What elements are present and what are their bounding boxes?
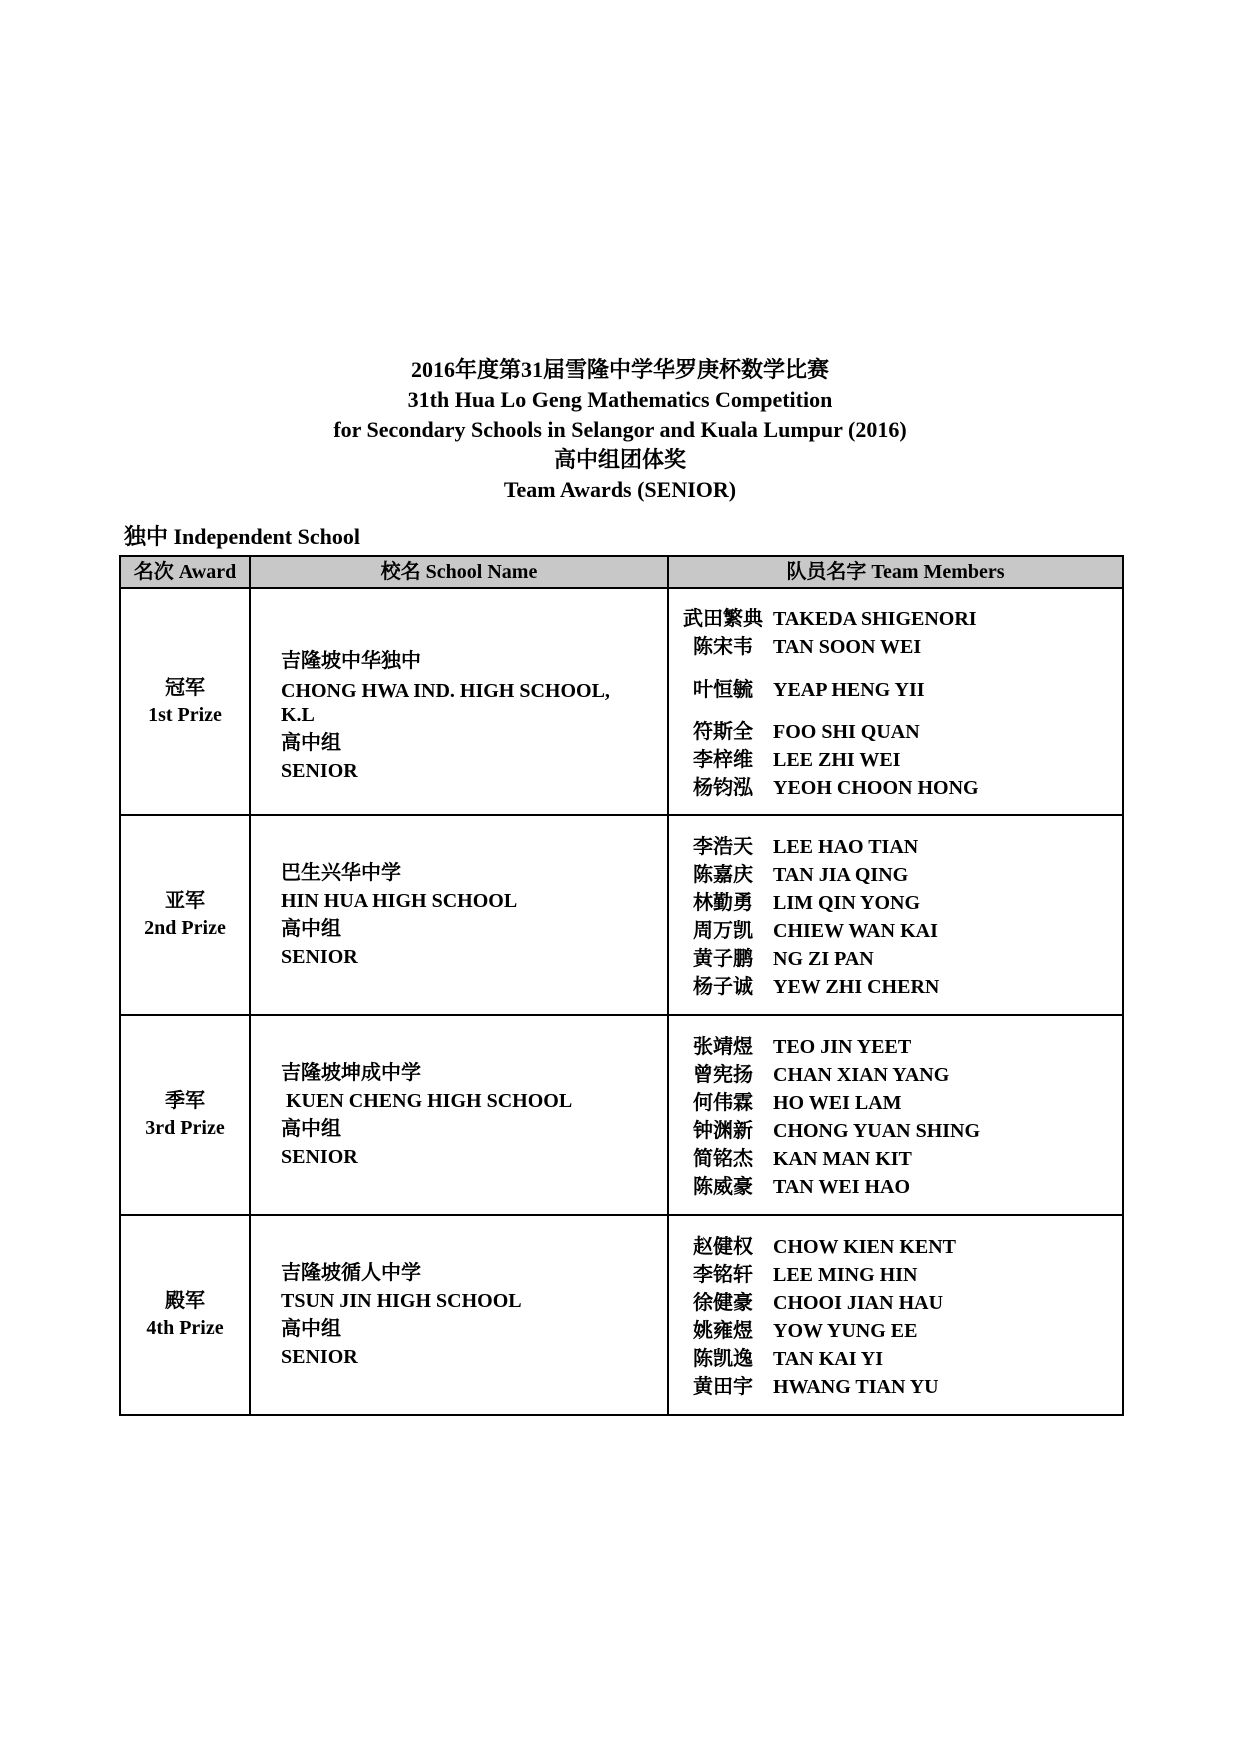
school-cell [250,1215,668,1415]
team-member [669,917,1122,945]
member-name-chinese: 姚雍煜 [693,1320,753,1342]
group-chinese: 高中组 [281,1318,341,1340]
member-name-english: HO WEI LAM [773,1092,902,1114]
member-name-english: CHONG YUAN SHING [773,1120,981,1142]
member-name-english: LEE ZHI WEI [773,749,901,771]
member-name-chinese: 李浩天 [693,836,753,858]
team-member [669,1089,1122,1117]
member-name-english: TAN WEI HAO [773,1176,911,1198]
member-name-chinese: 符斯全 [693,721,753,743]
member-name-chinese: 陈威豪 [693,1176,753,1198]
school-cell [250,588,668,815]
table-row [120,1215,1123,1415]
member-name-english: NG ZI PAN [773,948,874,970]
member-name-chinese: 杨子诚 [693,976,753,998]
award-chinese: 冠军 [165,676,205,699]
team-member [669,746,1122,774]
school-cell [250,1015,668,1215]
member-name-english: FOO SHI QUAN [773,721,920,743]
header-members: 队员名字 Team Members [668,556,1123,588]
group-chinese: 高中组 [281,918,341,940]
team-member [669,1373,1122,1401]
title-block [0,355,1240,505]
member-name-chinese: 陈嘉庆 [693,864,753,886]
member-name-english: CHOOI JIAN HAU [773,1292,944,1314]
member-name-english: TAN KAI YI [773,1348,884,1370]
member-name-english: TAN JIA QING [773,864,909,886]
section-label: 独中 Independent School [124,524,360,549]
team-member [669,1317,1122,1345]
members-cell [668,1215,1123,1415]
member-name-english: YEOH CHOON HONG [773,777,979,799]
school-name-chinese: 吉隆坡坤成中学 [281,1062,421,1084]
title-english: 31th Hua Lo Geng Mathematics Competition [407,387,833,412]
team-member [669,605,1122,633]
school-name-english: HIN HUA HIGH SCHOOL [281,890,518,912]
members-cell [668,588,1123,815]
member-name-chinese: 赵健权 [693,1236,753,1258]
award-chinese: 殿军 [165,1290,205,1312]
school-cell [250,815,668,1015]
table-header-row [120,556,1123,588]
school-name-english: CHONG HWA IND. HIGH SCHOOL, [281,680,610,702]
group-chinese: 高中组 [281,1118,341,1140]
member-name-english: CHIEW WAN KAI [773,920,938,942]
group-english: SENIOR [281,946,358,968]
school-name-english-continued: K.L [281,704,315,726]
school-name-chinese: 吉隆坡中华独中 [281,650,421,672]
member-name-chinese: 李铭轩 [693,1264,753,1286]
team-member [669,945,1122,973]
member-name-chinese: 钟渊新 [693,1120,753,1142]
team-member [669,718,1122,746]
award-category-chinese: 高中组团体奖 [553,447,686,472]
team-member [669,1033,1122,1061]
table-row [120,815,1123,1015]
school-name-chinese: 吉隆坡循人中学 [281,1262,421,1284]
team-member [669,774,1122,802]
member-name-chinese: 李梓维 [693,749,753,771]
member-name-english: TEO JIN YEET [773,1036,912,1058]
members-cell [668,815,1123,1015]
award-category-english: Team Awards (SENIOR) [503,477,737,502]
school-name-english: KUEN CHENG HIGH SCHOOL [286,1090,573,1112]
table-row [120,1015,1123,1215]
member-name-chinese: 武田繁典 [683,608,763,630]
award-english: 3rd Prize [145,1117,225,1139]
award-cell [120,588,250,815]
team-member [669,1145,1122,1173]
member-name-chinese: 徐健豪 [693,1292,753,1314]
school-name-chinese: 巴生兴华中学 [281,862,401,884]
member-name-english: CHOW KIEN KENT [773,1236,956,1258]
team-member [669,676,1122,704]
team-member [669,973,1122,1001]
members-cell [668,1015,1123,1215]
team-member [669,1345,1122,1373]
member-name-english: HWANG TIAN YU [773,1376,939,1398]
team-member [669,889,1122,917]
member-name-chinese: 曾宪扬 [693,1064,753,1086]
table-row [120,588,1123,815]
group-english: SENIOR [281,760,358,782]
member-name-english: TAKEDA SHIGENORI [773,608,977,630]
title-subtitle: for Secondary Schools in Selangor and Kuala Lumpur (2016) [333,417,907,442]
member-name-english: TAN SOON WEI [773,636,922,658]
team-member [669,1289,1122,1317]
awards-table [119,555,1124,1416]
award-chinese: 亚军 [165,890,205,912]
member-name-chinese: 何伟霖 [693,1092,753,1114]
award-cell [120,815,250,1015]
header-award: 名次 Award [120,556,250,588]
member-name-english: LEE HAO TIAN [773,836,919,858]
member-name-english: LIM QIN YONG [773,892,921,914]
team-member [669,833,1122,861]
group-english: SENIOR [281,1346,358,1368]
award-english: 4th Prize [146,1317,224,1339]
member-name-chinese: 陈凯逸 [693,1348,753,1370]
award-cell [120,1015,250,1215]
award-english: 1st Prize [148,703,222,726]
member-name-chinese: 周万凯 [693,920,753,942]
team-member [669,1173,1122,1201]
member-name-chinese: 张靖煜 [693,1036,753,1058]
group-english: SENIOR [281,1146,358,1168]
team-member [669,1117,1122,1145]
award-chinese: 季军 [165,1090,205,1112]
title-chinese: 2016年度第31届雪隆中学华罗庚杯数学比赛 [410,357,829,382]
member-name-english: LEE MING HIN [773,1264,918,1286]
award-english: 2nd Prize [144,917,226,939]
member-name-chinese: 黄田宇 [693,1376,753,1398]
member-name-english: YEAP HENG YII [773,679,925,701]
member-name-chinese: 陈宋韦 [693,636,753,658]
team-member [669,861,1122,889]
header-school: 校名 School Name [250,556,668,588]
school-name-english: TSUN JIN HIGH SCHOOL [281,1290,522,1312]
member-name-chinese: 林勤勇 [693,892,753,914]
member-name-chinese: 简铭杰 [693,1148,753,1170]
member-name-chinese: 黄子鹏 [693,948,753,970]
member-name-chinese: 叶恒毓 [693,679,753,701]
member-name-english: YEW ZHI CHERN [773,976,940,998]
award-cell [120,1215,250,1415]
team-member [669,1061,1122,1089]
member-name-chinese: 杨钧泓 [693,777,753,799]
member-name-english: CHAN XIAN YANG [773,1064,950,1086]
member-name-english: KAN MAN KIT [773,1148,912,1170]
group-chinese: 高中组 [281,732,341,754]
member-name-english: YOW YUNG EE [773,1320,918,1342]
team-member [669,633,1122,661]
team-member [669,1233,1122,1261]
team-member [669,1261,1122,1289]
